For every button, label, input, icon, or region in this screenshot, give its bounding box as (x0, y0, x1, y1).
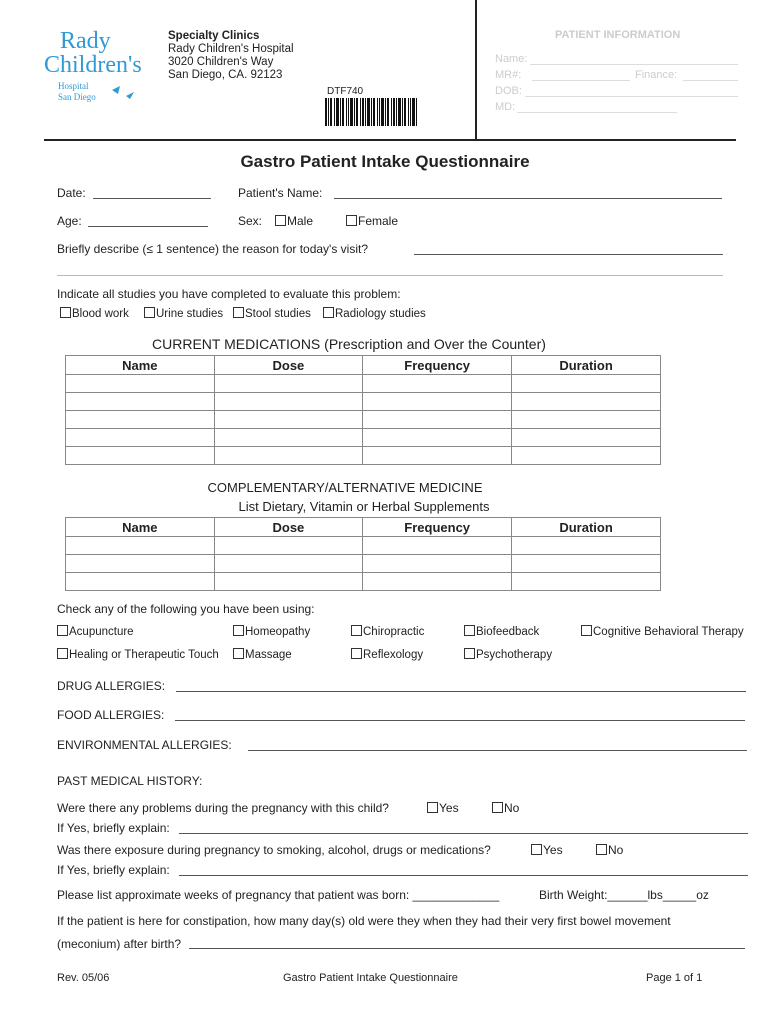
footer-page-number: Page 1 of 1 (646, 972, 703, 984)
meconium-question-line2: (meconium) after birth? (57, 937, 182, 951)
table-row (66, 447, 661, 465)
table-cell[interactable] (66, 411, 215, 429)
table-cell[interactable] (214, 429, 363, 447)
no-label: No (608, 843, 624, 857)
table-cell[interactable] (214, 375, 363, 393)
clinic-hospital: Rady Children's Hospital (168, 43, 294, 55)
study-label: Radiology studies (335, 308, 426, 320)
studies-label: Indicate all studies you have completed to evaluate this problem: (57, 287, 401, 301)
col-frequency: Frequency (363, 356, 512, 375)
explain-field-1[interactable] (179, 833, 748, 834)
kite-icon (110, 82, 140, 100)
table-cell[interactable] (66, 429, 215, 447)
blood-work-checkbox[interactable] (60, 307, 71, 318)
logo-word-rady: Rady (60, 28, 111, 54)
date-label: Date: (57, 186, 86, 200)
hospital-logo (44, 28, 164, 104)
supplements-table (65, 517, 661, 591)
col-name: Name (66, 356, 215, 375)
study-blood-work[interactable] (60, 307, 129, 320)
patient-info-mr: MR#: (495, 69, 522, 81)
sex-label: Sex: (238, 214, 263, 228)
yes-label: Yes (543, 843, 563, 857)
reason-field-2[interactable] (57, 275, 723, 276)
table-row (66, 375, 661, 393)
table-cell[interactable] (512, 447, 661, 465)
complementary-title: COMPLEMENTARY/ALTERNATIVE MEDICINE (207, 480, 483, 495)
patient-name-line (530, 64, 738, 65)
radiology-checkbox[interactable] (323, 307, 334, 318)
reason-field[interactable] (414, 254, 723, 255)
study-label: Blood work (72, 308, 129, 320)
table-cell[interactable] (214, 555, 363, 573)
table-cell[interactable] (214, 573, 363, 591)
logo-word-hospital: Hospital (58, 81, 89, 91)
age-label: Age: (57, 214, 82, 228)
footer-revision: Rev. 05/06 (57, 972, 110, 984)
medications-header-row (66, 356, 661, 375)
table-cell[interactable] (512, 429, 661, 447)
col-duration: Duration (512, 356, 661, 375)
table-cell[interactable] (214, 537, 363, 555)
therapy-acupuncture[interactable] (57, 625, 134, 638)
table-cell[interactable] (66, 375, 215, 393)
patient-info-md: MD: (495, 101, 516, 113)
therapy-healing-touch[interactable] (57, 648, 219, 661)
table-cell[interactable] (512, 555, 661, 573)
table-row (66, 411, 661, 429)
table-cell[interactable] (363, 411, 512, 429)
therapy-reflexology[interactable] (351, 648, 423, 661)
explain-label-2: If Yes, briefly explain: (57, 863, 170, 877)
therapy-massage[interactable] (233, 648, 292, 661)
table-cell[interactable] (512, 537, 661, 555)
table-cell[interactable] (363, 447, 512, 465)
study-radiology[interactable] (323, 307, 426, 320)
table-row (66, 537, 661, 555)
patient-info-divider (475, 0, 477, 140)
meconium-question-line1: If the patient is here for constipation, how many day(s) old were they when they had their very first bowel movement (57, 914, 671, 928)
study-label: Stool studies (245, 308, 311, 320)
reason-label: Briefly describe (≤ 1 sentence) the reason for today's visit? (57, 242, 369, 256)
female-checkbox[interactable] (346, 215, 357, 226)
gestation-weeks-question: Please list approximate weeks of pregnancy that patient was born: _____________ (57, 888, 500, 902)
male-checkbox[interactable] (275, 215, 286, 226)
therapy-label: Acupuncture (69, 626, 134, 638)
study-label: Urine studies (156, 308, 224, 320)
pregnancy-problems-no[interactable] (492, 801, 519, 815)
pregnancy-problems-question: Were there any problems during the pregnancy with this child? (57, 801, 389, 815)
therapies-label: Check any of the following you have been using: (57, 602, 315, 616)
therapy-label: Healing or Therapeutic Touch (69, 649, 219, 661)
table-cell[interactable] (66, 447, 215, 465)
form-code: DTF740 (327, 86, 364, 97)
yes-checkbox[interactable] (427, 802, 438, 813)
therapy-cbt[interactable] (581, 625, 744, 638)
homeopathy-checkbox[interactable] (233, 625, 244, 636)
no-checkbox[interactable] (596, 844, 607, 855)
healing-touch-checkbox[interactable] (57, 648, 68, 659)
col-duration: Duration (512, 518, 661, 537)
biofeedback-checkbox[interactable] (464, 625, 475, 636)
patient-dob-line (525, 96, 738, 97)
patient-info-dob: DOB: (495, 85, 522, 97)
study-urine[interactable] (144, 307, 223, 320)
reflexology-checkbox[interactable] (351, 648, 362, 659)
col-frequency: Frequency (363, 518, 512, 537)
col-name: Name (66, 518, 215, 537)
table-cell[interactable] (512, 411, 661, 429)
birth-weight-field[interactable]: Birth Weight:______lbs_____oz (539, 888, 709, 902)
table-cell[interactable] (66, 537, 215, 555)
psychotherapy-checkbox[interactable] (464, 648, 475, 659)
therapy-homeopathy[interactable] (233, 625, 310, 638)
table-cell[interactable] (363, 393, 512, 411)
table-cell[interactable] (363, 573, 512, 591)
environmental-allergies-field[interactable] (248, 750, 747, 751)
medications-table (65, 355, 661, 465)
therapy-label: Biofeedback (476, 626, 540, 638)
table-cell[interactable] (66, 555, 215, 573)
patient-mr-line (532, 80, 630, 81)
patient-finance-line (683, 80, 738, 81)
therapy-label: Massage (245, 649, 292, 661)
clinic-address-2: San Diego, CA. 92123 (168, 69, 283, 81)
table-cell[interactable] (66, 573, 215, 591)
sex-female-option[interactable] (346, 214, 398, 228)
chiropractic-checkbox[interactable] (351, 625, 362, 636)
patient-name-field[interactable] (334, 198, 722, 199)
table-row (66, 429, 661, 447)
clinic-title: Specialty Clinics (168, 30, 260, 42)
table-cell[interactable] (512, 573, 661, 591)
table-row (66, 393, 661, 411)
urine-checkbox[interactable] (144, 307, 155, 318)
study-stool[interactable] (233, 307, 311, 320)
col-dose: Dose (214, 356, 363, 375)
pregnancy-exposure-no[interactable] (596, 843, 623, 857)
table-cell[interactable] (214, 411, 363, 429)
therapy-chiropractic[interactable] (351, 625, 424, 638)
yes-checkbox[interactable] (531, 844, 542, 855)
food-allergies-label: FOOD ALLERGIES: (57, 708, 165, 722)
table-row (66, 573, 661, 591)
table-cell[interactable] (363, 555, 512, 573)
food-allergies-field[interactable] (175, 720, 745, 721)
male-label: Male (287, 214, 314, 228)
table-row (66, 555, 661, 573)
table-cell[interactable] (363, 537, 512, 555)
logo-word-childrens: Children's (44, 52, 142, 78)
massage-checkbox[interactable] (233, 648, 244, 659)
table-cell[interactable] (214, 393, 363, 411)
drug-allergies-label: DRUG ALLERGIES: (57, 679, 166, 693)
form-title: Gastro Patient Intake Questionnaire (240, 152, 530, 171)
therapy-label: Homeopathy (245, 626, 311, 638)
yes-label: Yes (439, 801, 459, 815)
table-cell[interactable] (66, 393, 215, 411)
clinic-address-1: 3020 Children's Way (168, 56, 274, 68)
therapy-label: Psychotherapy (476, 649, 553, 661)
therapy-psychotherapy[interactable] (464, 648, 552, 661)
female-label: Female (358, 214, 399, 228)
table-cell[interactable] (512, 375, 661, 393)
logo-word-sandiego: San Diego (58, 92, 96, 102)
patient-info-finance: Finance: (635, 69, 678, 81)
barcode (325, 98, 417, 126)
table-cell[interactable] (363, 429, 512, 447)
therapy-biofeedback[interactable] (464, 625, 539, 638)
supplements-header-row (66, 518, 661, 537)
table-cell[interactable] (512, 393, 661, 411)
explain-field-2[interactable] (179, 875, 748, 876)
therapy-label: Cognitive Behavioral Therapy (593, 626, 744, 638)
table-cell[interactable] (214, 447, 363, 465)
stool-checkbox[interactable] (233, 307, 244, 318)
acupuncture-checkbox[interactable] (57, 625, 68, 636)
medications-title: CURRENT MEDICATIONS (Prescription and Over the Counter) (152, 336, 546, 352)
complementary-subtitle: List Dietary, Vitamin or Herbal Supplements (238, 499, 490, 514)
therapy-label: Chiropractic (363, 626, 425, 638)
col-dose: Dose (214, 518, 363, 537)
pregnancy-exposure-question: Was there exposure during pregnancy to smoking, alcohol, drugs or medications? (57, 843, 491, 857)
sex-male-option[interactable] (275, 214, 313, 228)
pregnancy-exposure-yes[interactable] (531, 843, 563, 857)
pregnancy-problems-yes[interactable] (427, 801, 459, 815)
meconium-field[interactable] (189, 948, 745, 949)
explain-label-1: If Yes, briefly explain: (57, 821, 170, 835)
therapy-label: Reflexology (363, 649, 424, 661)
patient-info-name: Name: (495, 53, 528, 65)
history-title: PAST MEDICAL HISTORY: (57, 774, 203, 788)
patient-md-line (517, 112, 677, 113)
cbt-checkbox[interactable] (581, 625, 592, 636)
no-label: No (504, 801, 520, 815)
drug-allergies-field[interactable] (176, 691, 746, 692)
age-field[interactable] (88, 226, 208, 227)
header-rule (44, 139, 736, 141)
patient-info-title: PATIENT INFORMATION (555, 29, 681, 41)
environmental-allergies-label: ENVIRONMENTAL ALLERGIES: (57, 738, 232, 752)
patient-name-label: Patient's Name: (238, 186, 323, 200)
footer-title: Gastro Patient Intake Questionnaire (283, 972, 458, 984)
no-checkbox[interactable] (492, 802, 503, 813)
table-cell[interactable] (363, 375, 512, 393)
date-field[interactable] (93, 198, 211, 199)
